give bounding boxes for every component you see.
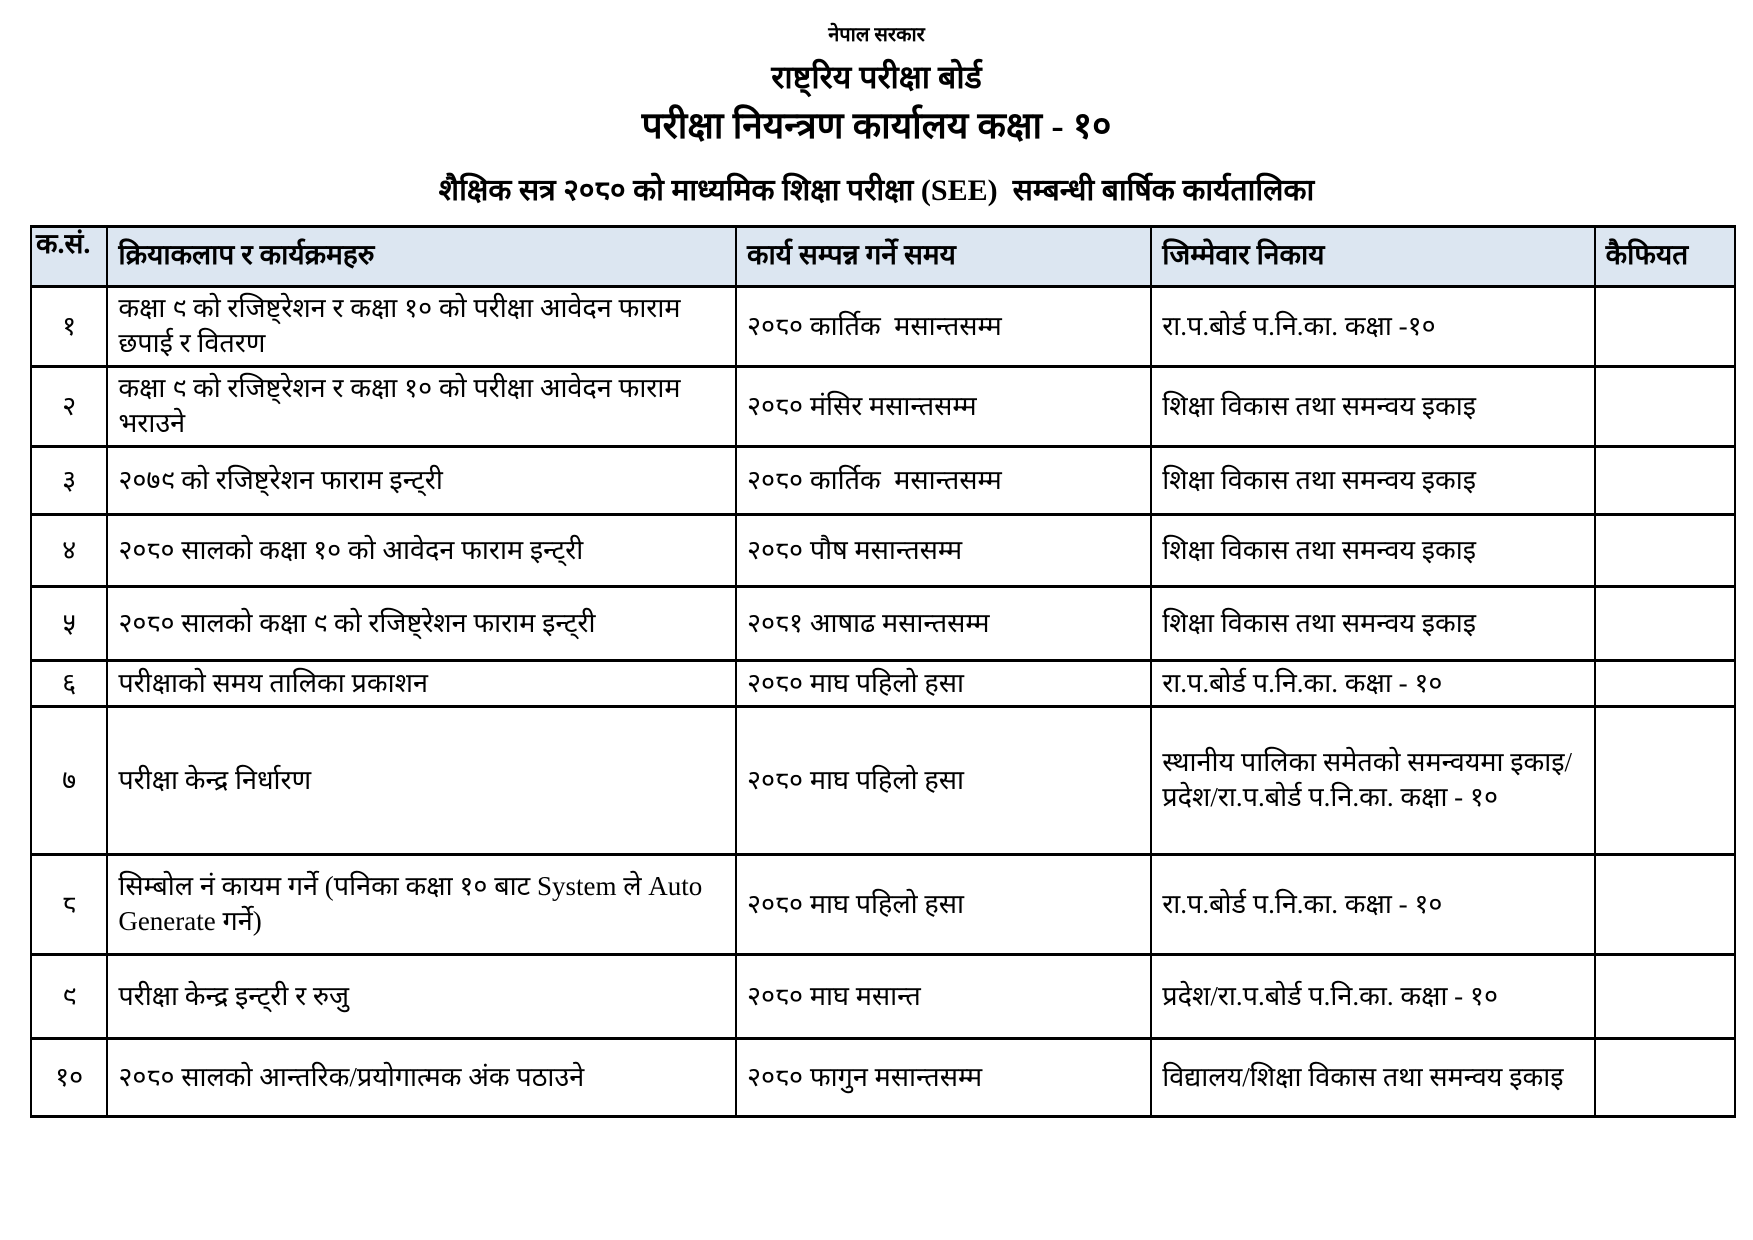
cell-sn: १ <box>31 286 107 366</box>
cell-sn: ४ <box>31 514 107 586</box>
cell-remarks <box>1595 660 1735 706</box>
cell-sn: ५ <box>31 586 107 660</box>
table-row <box>31 854 1735 954</box>
cell-responsible: विद्यालय/शिक्षा विकास तथा समन्वय इकाइ <box>1151 1038 1594 1116</box>
cell-activity: सिम्बोल नं कायम गर्ने (पनिका कक्षा १० बाट System ले Auto Generate गर्ने) <box>107 854 736 954</box>
col-header-activity: क्रियाकलाप र कार्यक्रमहरु <box>107 226 736 286</box>
cell-responsible: रा.प.बोर्ड प.नि.का. कक्षा - १० <box>1151 660 1594 706</box>
cell-activity: २०८० सालको आन्तरिक/प्रयोगात्मक अंक पठाउने <box>107 1038 736 1116</box>
cell-time: २०८० मंसिर मसान्तसम्म <box>736 366 1151 446</box>
col-header-time: कार्य सम्पन्न गर्ने समय <box>736 226 1151 286</box>
organization-name: राष्ट्रिय परीक्षा बोर्ड <box>771 59 982 95</box>
cell-responsible: शिक्षा विकास तथा समन्वय इकाइ <box>1151 514 1594 586</box>
table-row <box>31 446 1735 514</box>
cell-sn: ३ <box>31 446 107 514</box>
table-header-row <box>31 226 1735 286</box>
cell-responsible: शिक्षा विकास तथा समन्वय इकाइ <box>1151 586 1594 660</box>
table-row <box>31 954 1735 1038</box>
col-header-remarks: कैफियत <box>1595 226 1735 286</box>
cell-remarks <box>1595 586 1735 660</box>
cell-time: २०८० माघ मसान्त <box>736 954 1151 1038</box>
cell-remarks <box>1595 446 1735 514</box>
cell-time: २०८० कार्तिक मसान्तसम्म <box>736 446 1151 514</box>
cell-time: २०८० पौष मसान्तसम्म <box>736 514 1151 586</box>
cell-activity: २०८० सालको कक्षा ९ को रजिष्ट्रेशन फाराम इन्ट्री <box>107 586 736 660</box>
cell-responsible: रा.प.बोर्ड प.नि.का. कक्षा -१० <box>1151 286 1594 366</box>
office-name: परीक्षा नियन्त्रण कार्यालय कक्षा - १० <box>641 105 1112 147</box>
doc-subtitle: शैक्षिक सत्र २०८० को माध्यमिक शिक्षा परीक्षा (SEE) सम्बन्धी बार्षिक कार्यतालिका <box>438 174 1315 208</box>
table-row <box>31 1038 1735 1116</box>
cell-activity: परीक्षा केन्द्र निर्धारण <box>107 706 736 854</box>
cell-activity: २०८० सालको कक्षा १० को आवेदन फाराम इन्ट्री <box>107 514 736 586</box>
col-header-sn: क.सं. <box>31 226 107 286</box>
cell-time: २०८० माघ पहिलो हसा <box>736 706 1151 854</box>
cell-time: २०८१ आषाढ मसान्तसम्म <box>736 586 1151 660</box>
cell-remarks <box>1595 366 1735 446</box>
cell-activity: कक्षा ९ को रजिष्ट्रेशन र कक्षा १० को परीक्षा आवेदन फाराम छपाई र वितरण <box>107 286 736 366</box>
table-row <box>31 706 1735 854</box>
cell-time: २०८० माघ पहिलो हसा <box>736 660 1151 706</box>
cell-remarks <box>1595 706 1735 854</box>
table-row <box>31 660 1735 706</box>
table-row <box>31 586 1735 660</box>
cell-time: २०८० कार्तिक मसान्तसम्म <box>736 286 1151 366</box>
cell-activity: परीक्षाको समय तालिका प्रकाशन <box>107 660 736 706</box>
cell-responsible: शिक्षा विकास तथा समन्वय इकाइ <box>1151 446 1594 514</box>
document-header <box>0 0 1753 209</box>
col-header-responsible: जिम्मेवार निकाय <box>1151 226 1594 286</box>
cell-sn: ६ <box>31 660 107 706</box>
cell-remarks <box>1595 954 1735 1038</box>
schedule-table <box>30 225 1736 1118</box>
cell-sn: ८ <box>31 854 107 954</box>
government-name: नेपाल सरकार <box>828 24 925 46</box>
cell-sn: १० <box>31 1038 107 1116</box>
table-row <box>31 286 1735 366</box>
cell-remarks <box>1595 286 1735 366</box>
cell-sn: ९ <box>31 954 107 1038</box>
cell-responsible: शिक्षा विकास तथा समन्वय इकाइ <box>1151 366 1594 446</box>
cell-remarks <box>1595 1038 1735 1116</box>
cell-activity: परीक्षा केन्द्र इन्ट्री र रुजु <box>107 954 736 1038</box>
table-row <box>31 366 1735 446</box>
cell-responsible: प्रदेश/रा.प.बोर्ड प.नि.का. कक्षा - १० <box>1151 954 1594 1038</box>
cell-time: २०८० फागुन मसान्तसम्म <box>736 1038 1151 1116</box>
cell-remarks <box>1595 514 1735 586</box>
cell-time: २०८० माघ पहिलो हसा <box>736 854 1151 954</box>
cell-sn: २ <box>31 366 107 446</box>
cell-responsible: स्थानीय पालिका समेतको समन्वयमा इकाइ/प्रदेश/रा.प.बोर्ड प.नि.का. कक्षा - १० <box>1151 706 1594 854</box>
cell-responsible: रा.प.बोर्ड प.नि.का. कक्षा - १० <box>1151 854 1594 954</box>
table-row <box>31 514 1735 586</box>
cell-sn: ७ <box>31 706 107 854</box>
cell-activity: कक्षा ९ को रजिष्ट्रेशन र कक्षा १० को परीक्षा आवेदन फाराम भराउने <box>107 366 736 446</box>
cell-activity: २०७९ को रजिष्ट्रेशन फाराम इन्ट्री <box>107 446 736 514</box>
cell-remarks <box>1595 854 1735 954</box>
